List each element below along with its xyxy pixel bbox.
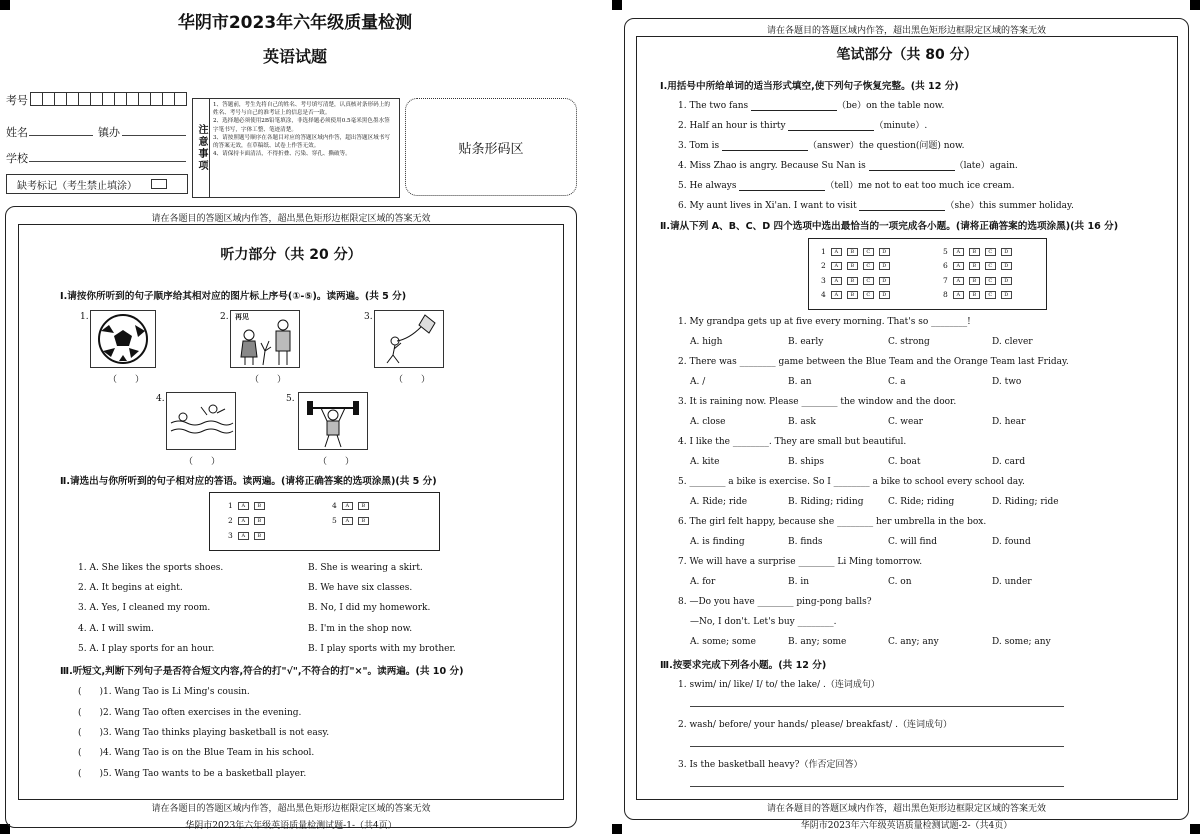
mc-option: D. some; any (992, 637, 1051, 647)
mc-option: A. high (690, 337, 723, 347)
mc-option: C. strong (888, 337, 930, 347)
picture-weightlifting (298, 392, 368, 450)
question-option-b: B. I play sports with my brother. (308, 644, 456, 654)
mc-option: A. close (690, 417, 726, 427)
judge-item[interactable]: ( )4. Wang Tao is on the Blue Team in his school. (78, 748, 315, 758)
part-heading: Ⅱ.请选出与你所听到的句子相对应的答语。读两遍。(请将正确答案的选项涂黑)(共 5 分) (60, 476, 437, 487)
swimming-icon (167, 393, 235, 449)
absent-mark-label: 缺考标记（考生禁止填涂） (17, 180, 137, 192)
mc-question-stem: 5. ________ a bike is exercise. So I ________ a bike to school every school day. (678, 477, 1025, 487)
notice-top: 请在各题目的答题区域内作答，超出黑色矩形边框限定区域的答案无效 (151, 214, 431, 224)
picture-tag: 再见 (235, 313, 249, 321)
blank-field[interactable] (869, 170, 955, 171)
mc-option: B. in (788, 577, 810, 587)
section-title: 听力部分（共 20 分） (220, 247, 362, 263)
answer-paren[interactable]: （ ） (108, 375, 145, 385)
mc-option: C. wear (888, 417, 923, 427)
picture-number: 3. (364, 312, 373, 322)
absent-mark-box (6, 174, 188, 194)
notice-bottom: 请在各题目的答题区域内作答，超出黑色矩形边框限定区域的答案无效 (766, 804, 1046, 814)
notice-top: 请在各题目的答题区域内作答，超出黑色矩形边框限定区域的答案无效 (766, 26, 1046, 36)
answer-row[interactable]: 2 A B (228, 516, 265, 525)
answer-row[interactable]: 3 A B (228, 531, 265, 540)
fill-blank-item: 5. He always （tell）me not to eat too much ice cream. (678, 181, 1015, 191)
blank-field[interactable] (788, 130, 874, 131)
answer-paren[interactable]: （ ） (394, 375, 431, 385)
task-item: 3. Is the basketball heavy?（作否定回答） (678, 760, 863, 770)
fill-blank-item: 1. The two fans （be）on the table now. (678, 101, 945, 111)
part-heading: Ⅲ.听短文,判断下列句子是否符合短文内容,符合的打"√",不符合的打"×"。读两遍。(共 10 分) (60, 666, 464, 677)
answer-paren[interactable]: （ ） (184, 457, 221, 467)
part-heading: Ⅰ.用括号中所给单词的适当形式填空,使下列句子恢复完整。(共 12 分) (660, 81, 959, 92)
school-label: 学校 (6, 152, 28, 165)
answer-row[interactable]: 2 A B C D (821, 261, 890, 270)
exam-subtitle: 英语试题 (262, 47, 327, 66)
mc-option: C. Ride; riding (888, 497, 955, 507)
town-label: 镇办 (98, 126, 120, 139)
exam-no-label: 考号 (6, 94, 28, 107)
mc-question-stem: 6. The girl felt happy, because she ________ her umbrella in the box. (678, 517, 987, 527)
page-footer: 华阴市2023年六年级英语质量检测试题-2-（共4页） (800, 821, 1013, 831)
mc-option: C. any; any (888, 637, 939, 647)
notes-title: 注意事项 (193, 99, 210, 197)
part-heading: Ⅱ.请从下列 A、B、C、D 四个选项中选出最恰当的一项完成各小题。(请将正确答案的选项涂黑)(共 16 分) (660, 221, 1119, 232)
mc-option: B. ships (788, 457, 825, 467)
barcode-label: 贴条形码区 (458, 141, 524, 157)
notice-bottom: 请在各题目的答题区域内作答，超出黑色矩形边框限定区域的答案无效 (151, 804, 431, 814)
note-item: 4、请保持卡面清洁，不得折叠、污染、穿孔、撕破等。 (213, 151, 351, 158)
blank-field[interactable] (751, 110, 837, 111)
mc-option: D. found (992, 537, 1031, 547)
judge-item[interactable]: ( )3. Wang Tao thinks playing basketball is not easy. (78, 728, 330, 738)
mc-option: D. clever (992, 337, 1033, 347)
question-option-b: B. She is wearing a skirt. (308, 563, 423, 573)
answer-row[interactable]: 5 A B (332, 516, 369, 525)
question-option-a: 1. A. She likes the sports shoes. (78, 563, 224, 573)
fill-blank-item: 2. Half an hour is thirty （minute）. (678, 121, 928, 131)
fill-blank-item: 6. My aunt lives in Xi'an. I want to visit （she）this summer holiday. (678, 201, 1074, 211)
mc-option: C. will find (888, 537, 938, 547)
mc-option: D. Riding; ride (992, 497, 1059, 507)
answer-line[interactable] (690, 746, 1064, 747)
mc-option: A. / (690, 377, 706, 387)
registration-mark (1190, 0, 1200, 10)
blank-field[interactable] (722, 150, 808, 151)
mc-option: B. any; some (788, 637, 847, 647)
school-field[interactable] (29, 161, 186, 162)
mc-option: D. two (992, 377, 1022, 387)
town-field[interactable] (122, 135, 186, 136)
question-option-b: B. No, I did my homework. (308, 603, 431, 613)
mc-option: A. kite (690, 457, 720, 467)
answer-line[interactable] (690, 786, 1064, 787)
registration-mark (612, 0, 622, 10)
page-footer: 华阴市2023年六年级英语质量检测试题-1-（共4页） (185, 821, 397, 831)
picture-soccer (90, 310, 156, 368)
picture-number: 5. (286, 394, 295, 404)
picture-kite (374, 310, 444, 368)
note-item: 3、请按照题号顺序在各题目对应的答题区域内作答，超出答题区域书写的答案无效，在草稿纸、试卷上作答无效。 (213, 134, 390, 150)
question-option-a: 2. A. It begins at eight. (78, 583, 183, 593)
answer-row[interactable]: 1 A B C D (821, 247, 890, 256)
mc-option: B. finds (788, 537, 823, 547)
barcode-area (405, 98, 577, 196)
answer-row[interactable]: 7 A B C D (943, 276, 1012, 285)
mc-option: D. card (992, 457, 1026, 467)
judge-item[interactable]: ( )1. Wang Tao is Li Ming's cousin. (78, 687, 250, 697)
blank-field[interactable] (859, 210, 945, 211)
mc-option: A. Ride; ride (690, 497, 748, 507)
answer-paren[interactable]: （ ） (318, 457, 355, 467)
question-option-a: 4. A. I will swim. (78, 624, 154, 634)
mc-question-stem: 2. There was ________ game between the Blue Team and the Orange Team last Friday. (678, 357, 1069, 367)
mc-question-stem: 8. —Do you have ________ ping-pong balls? (678, 597, 872, 607)
answer-row[interactable]: 5 A B C D (943, 247, 1012, 256)
name-field[interactable] (29, 135, 93, 136)
question-option-b: B. I'm in the shop now. (308, 624, 413, 634)
mc-option: B. ask (788, 417, 816, 427)
notes-text (213, 101, 395, 158)
answer-row[interactable]: 6 A B C D (943, 261, 1012, 270)
answer-paren[interactable]: （ ） (250, 375, 287, 385)
section-title: 笔试部分（共 80 分） (836, 47, 978, 63)
soccer-ball-icon (91, 311, 155, 367)
blank-field[interactable] (739, 190, 825, 191)
mc-question-stem: 1. My grandpa gets up at five every morning. That's so ________! (678, 317, 971, 327)
fill-blank-item: 4. Miss Zhao is angry. Because Su Nan is （late）again. (678, 161, 1018, 171)
judge-item[interactable]: ( )2. Wang Tao often exercises in the evening. (78, 708, 302, 718)
task-item: 2. wash/ before/ your hands/ please/ breakfast/ .（连词成句） (678, 720, 952, 730)
weightlifting-icon (299, 393, 367, 449)
note-item: 1、答题前，考生先将自己的姓名、考号填写清楚，认真核对条形码上的姓名、考号与自己的准考证上的信息是否一致。 (213, 102, 390, 117)
fill-blank-item: 3. Tom is （answer）the question(问题) now. (678, 141, 965, 151)
picture-swimming (166, 392, 236, 450)
mc-option: C. a (888, 377, 906, 387)
question-option-b: B. We have six classes. (308, 583, 413, 593)
exam-title: 华阴市2023年六年级质量检测 (177, 13, 413, 33)
mc-option: A. is finding (690, 537, 745, 547)
mc-option: C. on (888, 577, 912, 587)
mc-option: D. under (992, 577, 1032, 587)
name-label: 姓名 (6, 126, 28, 139)
mc-option: A. some; some (690, 637, 756, 647)
exam-no-boxes[interactable] (30, 92, 187, 106)
registration-mark (612, 824, 622, 834)
answer-grid (808, 238, 1047, 310)
absent-mark-checkbox[interactable] (151, 179, 167, 189)
answer-row[interactable]: 4 A B C D (821, 290, 890, 299)
note-item: 2、选择题必须使用2B铅笔填涂，非选择题必须使用0.5毫米黑色墨水签字笔书写，字体工整、笔迹清楚。 (213, 118, 390, 133)
mc-option: A. for (690, 577, 716, 587)
task-item: 1. swim/ in/ like/ I/ to/ the lake/ .（连词成句） (678, 680, 880, 690)
mc-option: C. boat (888, 457, 921, 467)
question-option-a: 5. A. I play sports for an hour. (78, 644, 215, 654)
part-heading: Ⅲ.按要求完成下列各小题。(共 12 分) (660, 660, 827, 671)
mc-question-stem: 4. I like the ________. They are small but beautiful. (678, 437, 907, 447)
mc-question-stem: 7. We will have a surprise ________ Li Ming tomorrow. (678, 557, 923, 567)
mc-option: B. Riding; riding (788, 497, 864, 507)
answer-row[interactable]: 8 A B C D (943, 290, 1012, 299)
answer-line[interactable] (690, 706, 1064, 707)
mc-option: B. early (788, 337, 824, 347)
judge-item[interactable]: ( )5. Wang Tao wants to be a basketball player. (78, 769, 307, 779)
picture-number: 4. (156, 394, 165, 404)
answer-row[interactable]: 3 A B C D (821, 276, 890, 285)
picture-people (230, 310, 300, 368)
picture-number: 2. (220, 312, 229, 322)
mc-question-stem-2: —No, I don't. Let's buy ________. (690, 617, 837, 627)
answer-row[interactable]: 1 A B (228, 501, 265, 510)
registration-mark (1190, 824, 1200, 834)
answer-grid (209, 492, 440, 551)
kite-icon (375, 311, 443, 367)
mc-option: D. hear (992, 417, 1026, 427)
notes-box (192, 98, 400, 198)
picture-number: 1. (80, 312, 89, 322)
question-option-a: 3. A. Yes, I cleaned my room. (78, 603, 211, 613)
mc-option: B. an (788, 377, 812, 387)
mc-question-stem: 3. It is raining now. Please ________ the window and the door. (678, 397, 957, 407)
part-heading: Ⅰ.请按你所听到的句子顺序给其相对应的图片标上序号(①-⑤)。读两遍。(共 5 分) (60, 291, 407, 302)
answer-row[interactable]: 4 A B (332, 501, 369, 510)
